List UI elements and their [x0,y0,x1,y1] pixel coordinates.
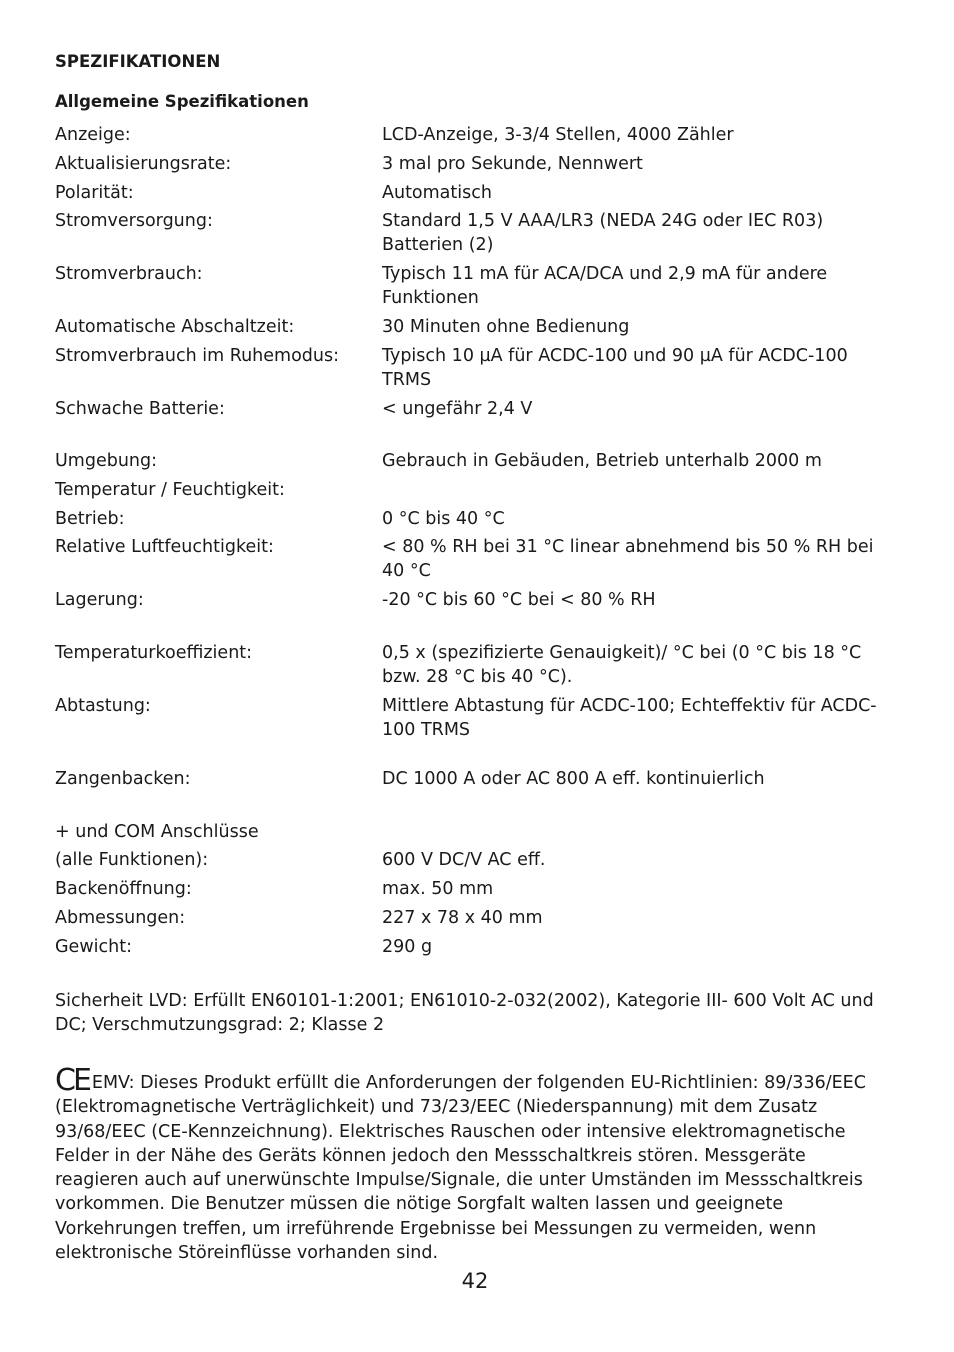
spec-label: Betrieb: [55,509,125,529]
spec-value: LCD-Anzeige, 3-3/4 Stellen, 4000 Zähler [382,125,734,145]
emv-paragraph [55,1063,895,1265]
spec-label: Stromversorgung: [55,211,213,231]
spec-label: Automatische Abschaltzeit: [55,317,295,337]
spec-value: < ungefähr 2,4 V [382,399,533,419]
spec-value: 3 mal pro Sekunde, Nennwert [382,154,643,174]
spec-value: -20 °C bis 60 °C bei < 80 % RH [382,590,656,610]
spec-value: Typisch 11 mA für ACA/DCA und 2,9 mA für andere Funktionen [382,264,828,308]
spec-value: 600 V DC/V AC eff. [382,850,546,870]
spec-label: Stromverbrauch: [55,264,203,284]
spec-value: Mittlere Abtastung für ACDC-100; Echteffektiv für ACDC-100 TRMS [382,696,877,740]
spec-label: (alle Funktionen): [55,850,209,870]
spec-value: < 80 % RH bei 31 °C linear abnehmend bis 50 % RH bei 40 °C [382,537,874,581]
spec-label: + und COM Anschlüsse [55,822,259,842]
spec-label: Abtastung: [55,696,151,716]
spec-value: max. 50 mm [382,879,494,899]
spec-label: Temperaturkoeffizient: [55,643,253,663]
spec-label: Lagerung: [55,590,144,610]
spec-value: Typisch 10 µA für ACDC-100 und 90 µA für ACDC-100 TRMS [382,346,848,390]
spec-label: Stromverbrauch im Ruhemodus: [55,346,340,366]
ce-mark-icon: CE [55,1063,89,1098]
spec-value: 0 °C bis 40 °C [382,509,505,529]
spec-label: Polarität: [55,183,134,203]
spec-value: 30 Minuten ohne Bedienung [382,317,630,337]
spec-value: Automatisch [382,183,492,203]
spec-value: 0,5 x (spezifizierte Genauigkeit)/ °C bei (0 °C bis 18 °C bzw. 28 °C bis 40 °C). [382,643,862,687]
spec-value: 227 x 78 x 40 mm [382,908,543,928]
spec-label: Temperatur / Feuchtigkeit: [55,480,285,500]
spec-label: Aktualisierungsrate: [55,154,232,174]
safety-paragraph: Sicherheit LVD: Erfüllt EN60101-1:2001; EN61010-2-032(2002), Kategorie III- 600 Volt AC und DC; Verschmutzungsgrad: 2; Klasse 2 [55,991,874,1036]
section-heading: SPEZIFIKATIONEN [55,52,221,71]
spec-value: Gebrauch in Gebäuden, Betrieb unterhalb 2000 m [382,451,822,471]
spec-label: Schwache Batterie: [55,399,225,419]
spec-label: Relative Luftfeuchtigkeit: [55,537,274,557]
spec-label: Backenöffnung: [55,879,192,899]
emv-text: EMV: Dieses Produkt erfüllt die Anforderungen der folgenden EU-Richtlinien: 89/336/EEC (Elektromagnetische Verträglichkeit) und 73/23/EEC (Niederspannung) mit dem Zusatz 93/68/EEC (CE-Kennzeichnung). Elektrisches Rauschen oder intensive elektromagnetische Felder in der Nähe des Geräts können jedoch den Messschaltkreis stören. Messgeräte reagieren auch auf unerwünschte Impulse/Signale, die unter Umständen im Messschaltkreis vorkommen. Die Benutzer müssen die nötige Sorgfalt walten lassen und geeignete Vorkehrungen treffen, um irreführende Ergebnisse bei Messungen zu vermeiden, wenn elektronische Störeinflüsse vorhanden sind. [55,1073,866,1264]
spec-label: Anzeige: [55,125,131,145]
spec-label: Abmessungen: [55,908,186,928]
spec-label: Gewicht: [55,937,132,957]
page-number: 42 [461,1269,489,1293]
spec-value: DC 1000 A oder AC 800 A eff. kontinuierlich [382,769,765,789]
spec-value: 290 g [382,937,433,957]
spec-value: Standard 1,5 V AAA/LR3 (NEDA 24G oder IEC R03) Batterien (2) [382,211,824,255]
subsection-heading: Allgemeine Spezifikationen [55,92,309,111]
spec-label: Zangenbacken: [55,769,191,789]
spec-label: Umgebung: [55,451,158,471]
